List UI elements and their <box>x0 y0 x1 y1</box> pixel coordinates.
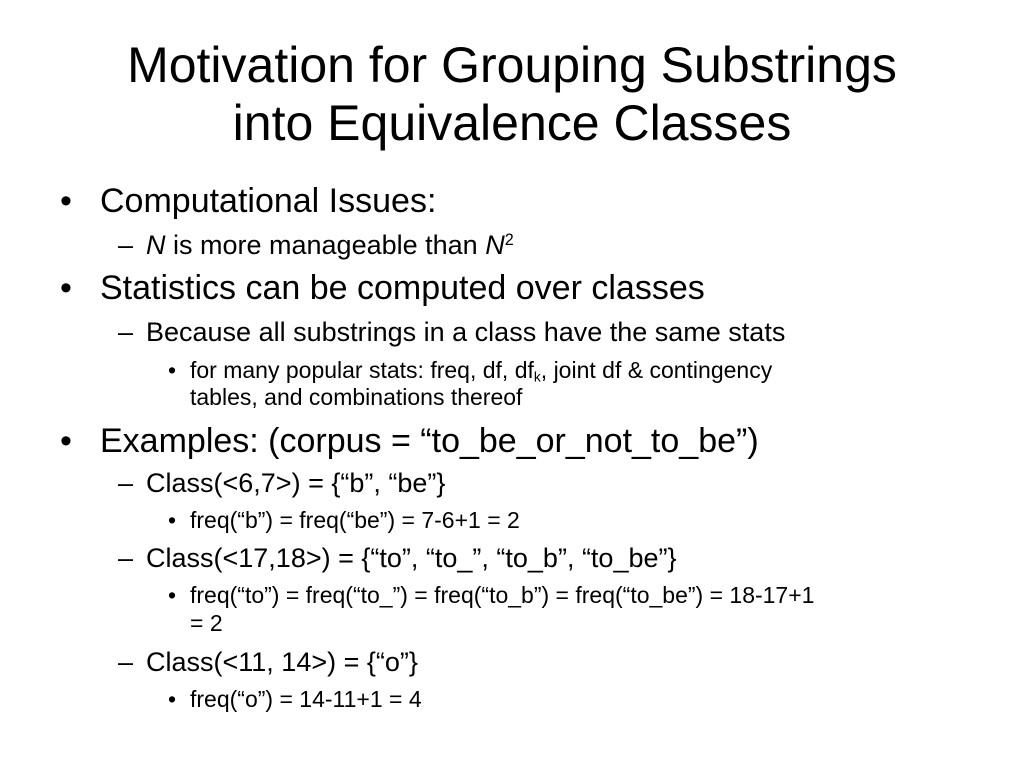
small-bullet-marker: • <box>168 686 177 712</box>
italic-n: N <box>146 230 166 260</box>
dash-marker: – <box>118 468 134 498</box>
sub-bullet-text: Class(<6,7>) = {“b”, “be”} <box>146 468 446 498</box>
subscript-k: k <box>533 369 541 385</box>
sub-sub-bullet-text: freq(“to”) = freq(“to_”) = freq(“to_b”) = freq(“to_be”) = 18-17+1 <box>190 582 815 608</box>
small-bullet-marker: • <box>168 582 177 608</box>
sub-bullet-text: Class(<17,18>) = {“to”, “to_”, “to_b”, “to_be”} <box>146 543 677 573</box>
small-bullet-marker: • <box>168 357 177 383</box>
slide-title-line-1: Motivation for Grouping Substrings <box>127 37 897 93</box>
bullet-marker: • <box>60 182 72 220</box>
dash-marker: – <box>118 317 134 347</box>
bullet-marker: • <box>60 269 72 307</box>
bullet-text: Examples: (corpus = “to_be_or_not_to_be”) <box>100 422 759 460</box>
sub-bullet-text-middle: is more manageable than <box>165 230 486 260</box>
bullet-text: Statistics can be computed over classes <box>100 269 705 307</box>
text-part: for many popular stats: freq, df, df <box>190 357 534 383</box>
small-bullet-marker: • <box>168 507 177 533</box>
sub-bullet-text: Because all substrings in a class have the same stats <box>146 317 786 347</box>
sub-sub-bullet-text: freq(“o”) = 14-11+1 = 4 <box>190 686 422 712</box>
dash-marker: – <box>118 647 134 677</box>
italic-n-squared-base: N <box>485 230 505 260</box>
sub-sub-bullet-text: freq(“b”) = freq(“be”) = 7-6+1 = 2 <box>190 507 520 533</box>
sub-bullet-text: Class(<11, 14>) = {“o”} <box>146 647 418 677</box>
sub-sub-bullet-text <box>190 357 772 384</box>
continuation-text: tables, and combinations thereof <box>190 384 523 410</box>
bullet-text: Computational Issues: <box>100 182 437 220</box>
text-part: , joint df & contingency <box>540 357 773 383</box>
dash-marker: – <box>118 543 134 573</box>
continuation-text: = 2 <box>190 610 223 636</box>
superscript-2: 2 <box>504 231 514 250</box>
bullet-marker: • <box>60 422 72 460</box>
slide-title-line-2: into Equivalence Classes <box>232 95 792 151</box>
dash-marker: – <box>118 230 134 260</box>
sub-bullet-text <box>146 229 514 261</box>
